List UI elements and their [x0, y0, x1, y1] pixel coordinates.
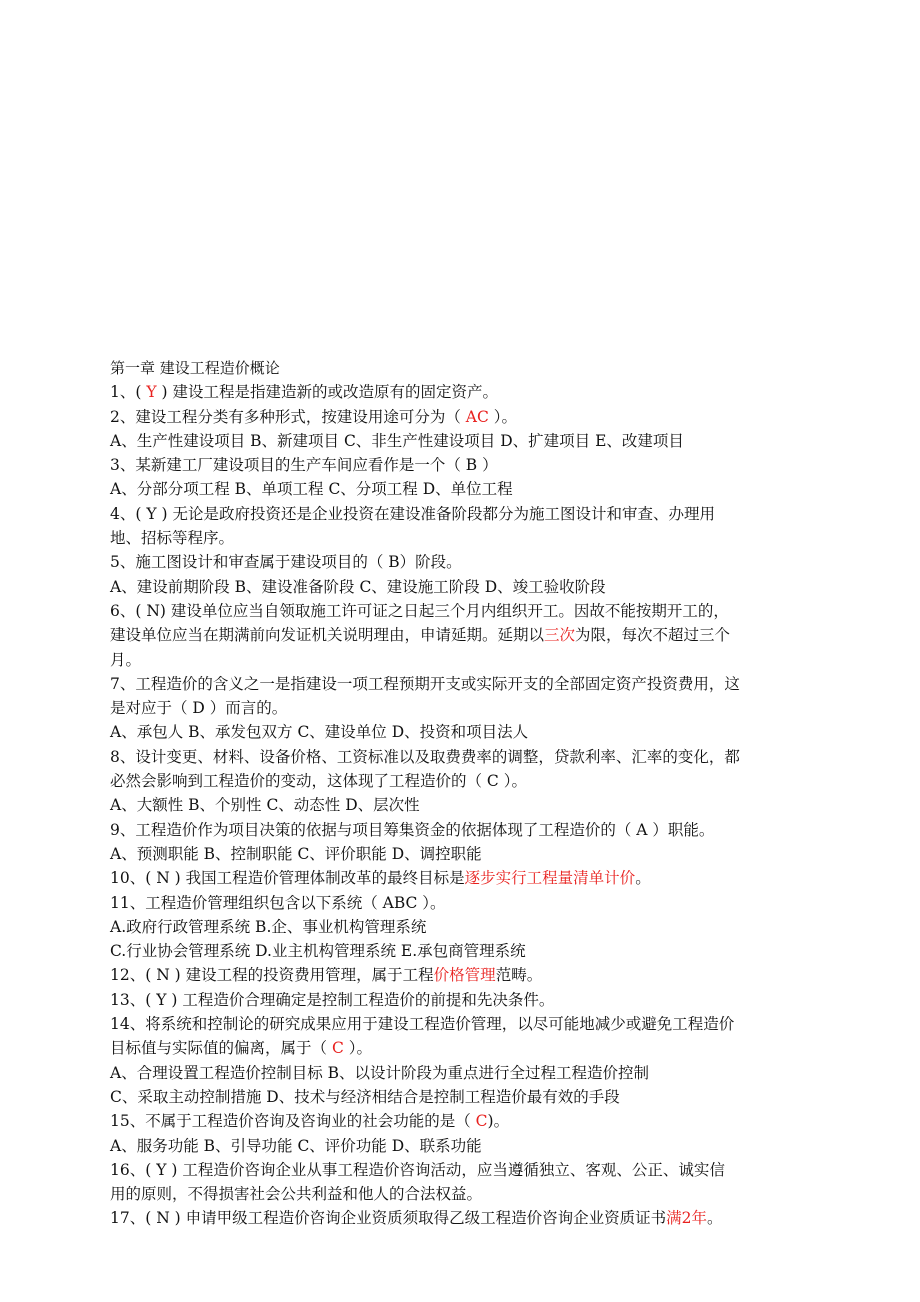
answer-highlight: 满2年 — [666, 1209, 708, 1228]
text-line — [110, 915, 860, 939]
text-segment: 10、( N ) 我国工程造价管理体制改革的最终目标是 — [110, 869, 465, 888]
answer-highlight: Y — [146, 383, 157, 402]
text-segment: 地、招标等程序。 — [110, 529, 235, 548]
text-line — [110, 963, 860, 987]
text-line — [110, 818, 860, 842]
text-line — [110, 477, 860, 501]
text-segment: 14、将系统和控制论的研究成果应用于建设工程造价管理，以尽可能地减少或避免工程造价 — [110, 1015, 735, 1034]
text-segment: ）。 — [488, 407, 518, 426]
text-segment: 。 — [635, 869, 651, 888]
text-segment: A、分部分项工程 B、单项工程 C、分项工程 D、单位工程 — [110, 480, 513, 499]
text-line — [110, 1109, 860, 1133]
answer-highlight: C — [475, 1112, 488, 1131]
text-line — [110, 575, 860, 599]
text-segment: 7、工程造价的含义之一是指建设一项工程预期开支或实际开支的全部固定资产投资费用，这 — [110, 674, 740, 693]
text-segment: A、合理设置工程造价控制目标 B、以设计阶段为重点进行全过程工程造价控制 — [110, 1063, 650, 1082]
text-line — [110, 1206, 860, 1230]
text-line — [110, 769, 860, 793]
text-segment: 目标值与实际值的偏离，属于（ — [110, 1039, 332, 1058]
text-line — [110, 648, 860, 672]
answer-highlight: AC — [465, 407, 489, 426]
text-segment: A、生产性建设项目 B、新建项目 C、非生产性建设项目 D、扩建项目 E、改建项目 — [110, 431, 684, 450]
answer-highlight: 价格管理 — [433, 966, 496, 985]
answer-highlight: C — [331, 1039, 344, 1058]
text-segment: 8、设计变更、材料、设备价格、工资标准以及取费费率的调整，贷款利率、汇率的变化，都 — [110, 747, 740, 766]
text-line — [110, 1036, 860, 1060]
text-line — [110, 866, 860, 890]
text-segment: ) 建设工程是指建造新的或改造原有的固定资产。 — [156, 383, 498, 402]
text-segment: 范畴。 — [495, 966, 543, 985]
text-segment: 16、( Y ) 工程造价咨询企业从事工程造价咨询活动，应当遵循独立、客观、公正、诚实信 — [110, 1160, 725, 1179]
text-line — [110, 720, 860, 744]
text-line — [110, 550, 860, 574]
text-segment: 6、( N) 建设单位应当自领取施工许可证之日起三个月内组织开工。因故不能按期开工的， — [110, 601, 729, 620]
text-line — [110, 380, 860, 404]
text-segment: ）。 — [343, 1039, 372, 1058]
text-segment: 用的原则，不得损害社会公共利益和他人的合法权益。 — [110, 1185, 483, 1204]
text-line — [110, 1134, 860, 1158]
text-segment: 必然会影响到工程造价的变动，这体现了工程造价的（ C ）。 — [110, 772, 527, 791]
text-segment: 11、工程造价管理组织包含以下系统（ ABC ）。 — [110, 893, 446, 912]
text-line — [110, 842, 860, 866]
text-segment: 9、工程造价作为项目决策的依据与项目筹集资金的依据体现了工程造价的（ A ）职能。 — [110, 820, 715, 839]
text-segment: 5、施工图设计和审查属于建设项目的（ B）阶段。 — [110, 553, 462, 572]
text-segment: C、采取主动控制措施 D、技术与经济相结合是控制工程造价最有效的手段 — [110, 1087, 620, 1106]
text-line — [110, 672, 860, 696]
text-segment: 月。 — [110, 650, 142, 669]
text-segment: A、服务功能 B、引导功能 C、评价功能 D、联系功能 — [110, 1136, 482, 1155]
text-line — [110, 793, 860, 817]
text-segment: 1、( — [110, 383, 147, 402]
text-segment: 为限，每次不超过三个 — [575, 626, 731, 645]
text-line — [110, 526, 860, 550]
text-line — [110, 745, 860, 769]
text-line — [110, 988, 860, 1012]
text-line — [110, 939, 860, 963]
text-line — [110, 405, 860, 429]
text-line — [110, 891, 860, 915]
text-line — [110, 1182, 860, 1206]
text-segment: A、预测职能 B、控制职能 C、评价职能 D、调控职能 — [110, 844, 482, 863]
document-body — [110, 356, 860, 1231]
text-segment: A、大额性 B、个别性 C、动态性 D、层次性 — [110, 796, 420, 815]
text-line — [110, 1061, 860, 1085]
text-line — [110, 429, 860, 453]
text-segment: A、承包人 B、承发包双方 C、建设单位 D、投资和项目法人 — [110, 723, 529, 742]
text-line — [110, 502, 860, 526]
text-line — [110, 696, 860, 720]
text-line — [110, 623, 860, 647]
text-segment: 。 — [707, 1209, 723, 1228]
text-segment: C.行业协会管理系统 D.业主机构管理系统 E.承包商管理系统 — [110, 942, 526, 961]
answer-highlight: 三次 — [544, 626, 576, 645]
text-segment: 15、不属于工程造价咨询及咨询业的社会功能的是（ — [110, 1112, 476, 1131]
text-segment: 12、( N ) 建设工程的投资费用管理，属于工程 — [110, 966, 434, 985]
text-segment: 3、某新建工厂建设项目的生产车间应看作是一个（ B ） — [110, 456, 498, 475]
text-segment: 是对应于（ D ）而言的。 — [110, 699, 288, 718]
text-segment: 建设单位应当在期满前向发证机关说明理由，申请延期。延期以 — [110, 626, 545, 645]
text-segment: 2、建设工程分类有多种形式，按建设用途可分为（ — [110, 407, 466, 426]
chapter-title: 第一章 建设工程造价概论 — [110, 359, 280, 377]
text-segment: 17、( N ) 申请甲级工程造价咨询企业资质须取得乙级工程造价咨询企业资质证书 — [110, 1209, 667, 1228]
question-lines — [110, 380, 860, 1230]
text-line — [110, 1158, 860, 1182]
answer-highlight: 逐步实行工程量清单计价 — [464, 869, 636, 888]
text-line — [110, 453, 860, 477]
text-segment: A.政府行政管理系统 B.企、事业机构管理系统 — [110, 917, 427, 936]
text-segment: 13、( Y ) 工程造价合理确定是控制工程造价的前提和先决条件。 — [110, 990, 555, 1009]
text-line — [110, 599, 860, 623]
text-line — [110, 1012, 860, 1036]
text-line — [110, 1085, 860, 1109]
text-segment: A、建设前期阶段 B、建设准备阶段 C、建设施工阶段 D、竣工验收阶段 — [110, 577, 606, 596]
text-segment: 4、( Y ) 无论是政府投资还是企业投资在建设准备阶段都分为施工图设计和审查、办理用 — [110, 504, 715, 523]
text-segment: )。 — [487, 1112, 510, 1131]
